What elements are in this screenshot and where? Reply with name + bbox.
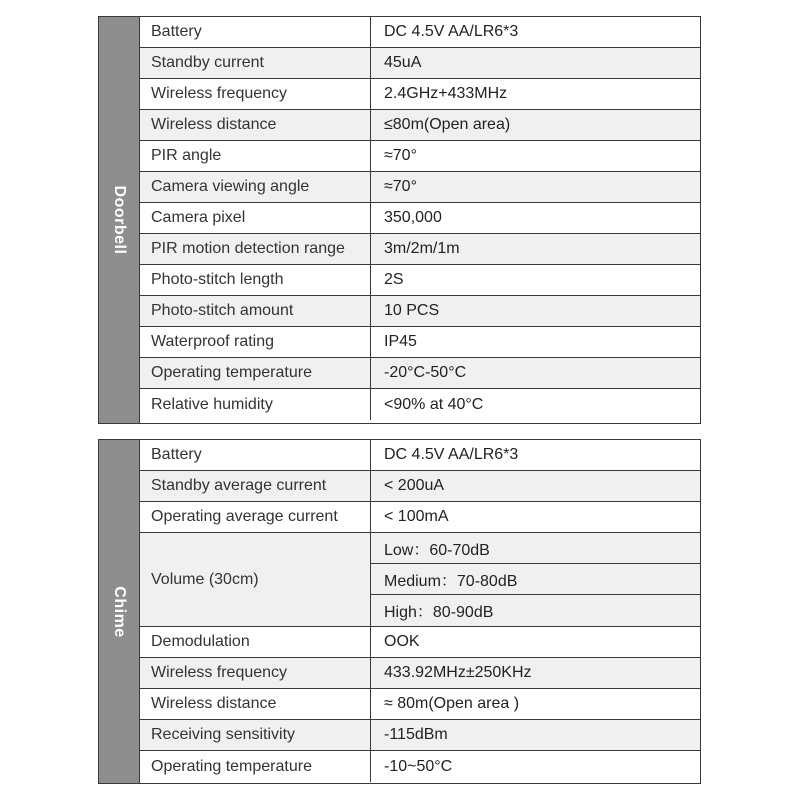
row-value: ≈70° [371, 141, 700, 171]
table-row [140, 689, 700, 720]
table-row [140, 327, 700, 358]
table-row [140, 751, 700, 782]
volume-high: High：80-90dB [371, 595, 700, 626]
row-label: Wireless frequency [140, 79, 371, 109]
table-row [140, 265, 700, 296]
row-label: Camera pixel [140, 203, 371, 233]
table-row [140, 110, 700, 141]
row-label: Operating temperature [140, 358, 371, 388]
volume-medium: Medium：70-80dB [371, 564, 700, 595]
row-label: Standby average current [140, 471, 371, 501]
row-value: <90% at 40°C [371, 389, 700, 420]
row-value: -20°C-50°C [371, 358, 700, 388]
row-value: 10 PCS [371, 296, 700, 326]
table-row [140, 296, 700, 327]
row-value: 433.92MHz±250KHz [371, 658, 700, 688]
table-row [140, 48, 700, 79]
row-value: OOK [371, 627, 700, 657]
row-value: 3m/2m/1m [371, 234, 700, 264]
row-label: Photo-stitch amount [140, 296, 371, 326]
table-row [140, 440, 700, 471]
row-label: Battery [140, 440, 371, 470]
table-row [140, 627, 700, 658]
chime-spec-table [98, 439, 701, 784]
volume-label: Volume (30cm) [140, 533, 371, 626]
row-label: Wireless distance [140, 110, 371, 140]
row-label: Waterproof rating [140, 327, 371, 357]
row-value: IP45 [371, 327, 700, 357]
volume-row [140, 533, 700, 627]
row-label: Battery [140, 17, 371, 47]
table-row [140, 17, 700, 48]
row-value: ≈70° [371, 172, 700, 202]
row-label: Demodulation [140, 627, 371, 657]
doorbell-spec-table [98, 16, 701, 424]
row-value: DC 4.5V AA/LR6*3 [371, 440, 700, 470]
row-value: ≈ 80m(Open area ) [371, 689, 700, 719]
row-label: Relative humidity [140, 389, 371, 420]
table-row [140, 502, 700, 533]
doorbell-rows [140, 17, 700, 423]
row-value: -10~50°C [371, 751, 700, 782]
table-row [140, 234, 700, 265]
doorbell-side-header [99, 17, 140, 423]
row-label: PIR angle [140, 141, 371, 171]
table-row [140, 79, 700, 110]
row-label: Receiving sensitivity [140, 720, 371, 750]
row-label: Wireless frequency [140, 658, 371, 688]
row-value: < 200uA [371, 471, 700, 501]
row-value: -115dBm [371, 720, 700, 750]
row-value: 45uA [371, 48, 700, 78]
row-value: < 100mA [371, 502, 700, 532]
row-value: ≤80m(Open area) [371, 110, 700, 140]
doorbell-title: Doorbell [111, 185, 128, 255]
chime-title: Chime [111, 585, 128, 638]
chime-rows [140, 440, 700, 783]
table-row [140, 358, 700, 389]
volume-low: Low：60-70dB [371, 533, 700, 564]
chime-side-header [99, 440, 140, 783]
row-value: 2S [371, 265, 700, 295]
row-label: Wireless distance [140, 689, 371, 719]
row-label: Operating average current [140, 502, 371, 532]
table-row [140, 203, 700, 234]
row-label: Camera viewing angle [140, 172, 371, 202]
row-label: Operating temperature [140, 751, 371, 782]
table-row [140, 389, 700, 420]
table-row [140, 720, 700, 751]
row-value: 2.4GHz+433MHz [371, 79, 700, 109]
table-row [140, 658, 700, 689]
table-row [140, 172, 700, 203]
row-label: Photo-stitch length [140, 265, 371, 295]
table-row [140, 471, 700, 502]
row-value: DC 4.5V AA/LR6*3 [371, 17, 700, 47]
row-value: 350,000 [371, 203, 700, 233]
row-label: Standby current [140, 48, 371, 78]
volume-values [371, 533, 700, 626]
row-label: PIR motion detection range [140, 234, 371, 264]
table-row [140, 141, 700, 172]
